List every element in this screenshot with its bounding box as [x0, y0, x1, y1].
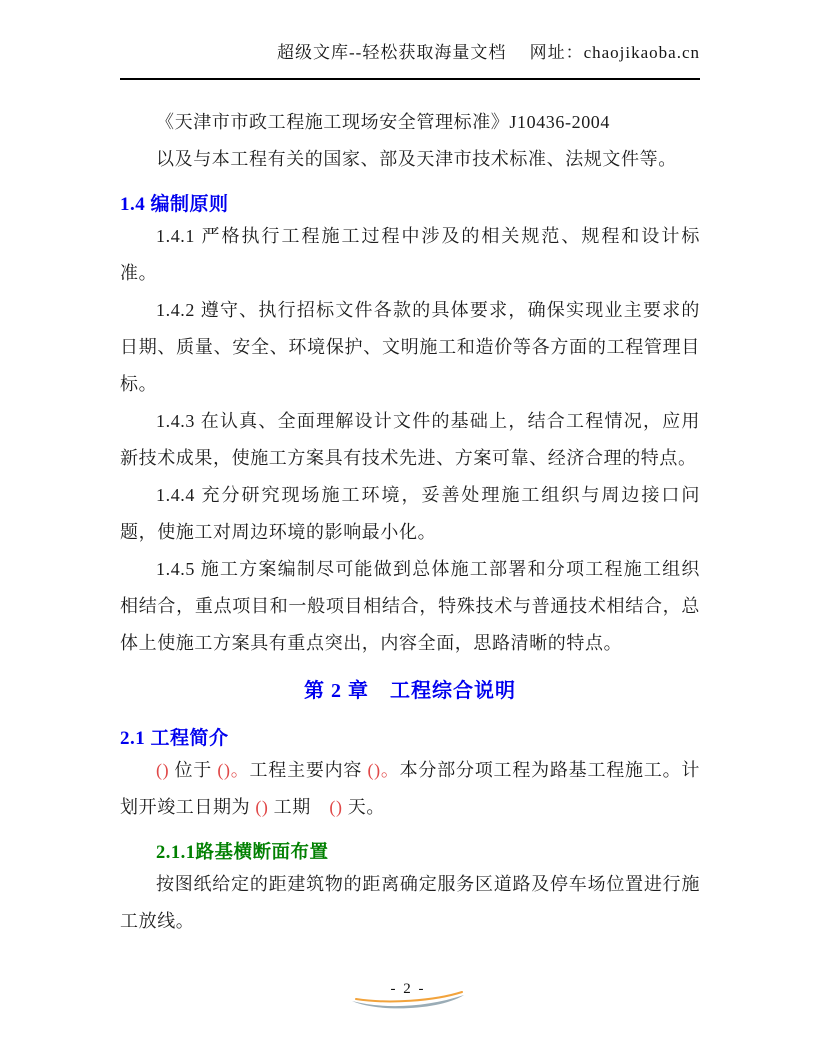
paragraph-project-intro — [120, 752, 700, 826]
header-site-text: 超级文库--轻松获取海量文档 网址：chaojikaoba.cn — [277, 43, 700, 62]
placeholder-blank: ()。 — [217, 760, 250, 780]
paragraph-1-4-3: 1.4.3 在认真、全面理解设计文件的基础上，结合工程情况，应用新技术成果，使施工方案具有技术先进、方案可靠、经济合理的特点。 — [120, 411, 700, 468]
placeholder-blank: () — [156, 760, 170, 780]
paragraph-layout-stakeout: 按图纸给定的距建筑物的距离确定服务区道路及停车场位置进行施工放线。 — [120, 874, 700, 931]
paragraph-1-4-2: 1.4.2 遵守、执行招标文件各款的具体要求，确保实现业主要求的日期、质量、安全、环境保护、文明施工和造价等各方面的工程管理目标。 — [120, 300, 700, 394]
text-run: 工程主要内容 — [249, 760, 368, 780]
paragraph-1-4-5: 1.4.5 施工方案编制尽可能做到总体施工部署和分项工程施工组织相结合，重点项目和一般项目相结合，特殊技术与普通技术相结合，总体上使施工方案具有重点突出，内容全面，思路清晰的特点。 — [120, 559, 700, 653]
placeholder-blank: () — [329, 797, 343, 817]
document-body — [120, 82, 700, 940]
chapter-heading-2: 第 2 章 工程综合说明 — [304, 680, 516, 702]
text-run: 本分部分项工程为路基工程施工。计划开竣工日期为 — [120, 760, 700, 817]
section-heading-1-4: 1.4 编制原则 — [120, 194, 229, 215]
section-heading-2-1: 2.1 工程简介 — [120, 728, 229, 749]
paragraph-1-4-1: 1.4.1 严格执行工程施工过程中涉及的相关规范、规程和设计标准。 — [120, 226, 700, 283]
subsection-heading-2-1-1: 2.1.1路基横断面布置 — [156, 843, 329, 863]
text-run: 天。 — [342, 797, 385, 817]
placeholder-blank: ()。 — [367, 760, 400, 780]
header-rule — [120, 78, 700, 80]
page-number: - 2 - — [390, 981, 426, 997]
intro-line-standard-reference: 《天津市市政工程施工现场安全管理标准》J10436-2004 — [156, 112, 610, 132]
paragraph-1-4-4: 1.4.4 充分研究现场施工环境，妥善处理施工组织与周边接口问题，使施工对周边环境的影响最小化。 — [120, 485, 700, 542]
text-run: 工期 — [268, 797, 330, 817]
page-footer — [348, 982, 468, 1014]
placeholder-blank: () — [255, 797, 269, 817]
page-header — [120, 0, 700, 88]
text-run: 位于 — [169, 760, 218, 780]
intro-line-related-standards: 以及与本工程有关的国家、部及天津市技术标准、法规文件等。 — [156, 149, 677, 169]
